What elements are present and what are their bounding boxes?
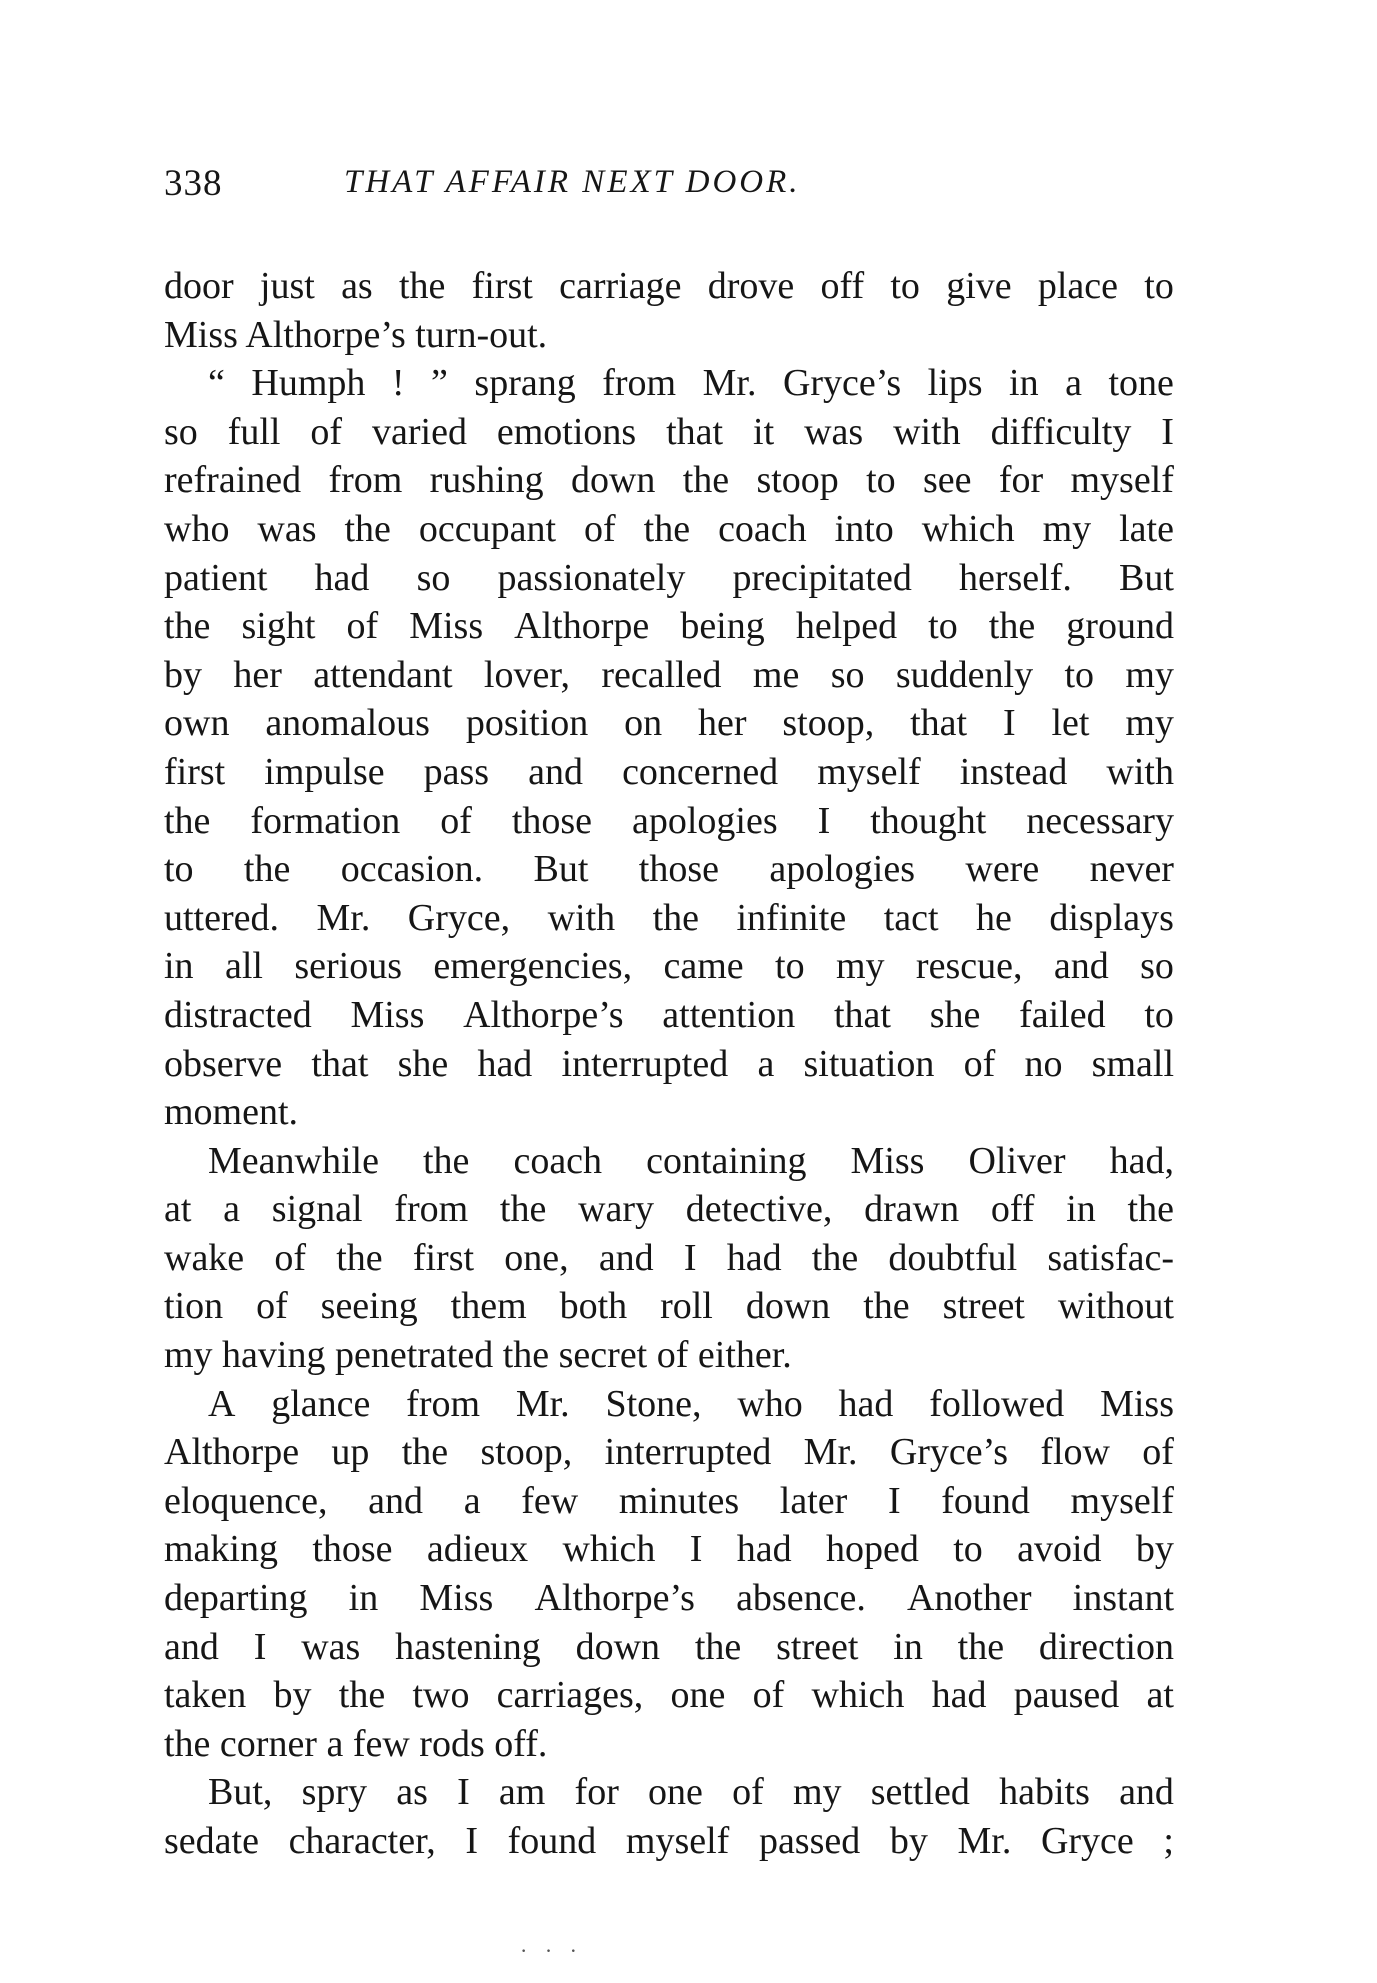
text-line: my having penetrated the secret of either. — [164, 1334, 792, 1377]
text-line: wake of the first one, and I had the doubtful satisfac- — [164, 1236, 1174, 1279]
text-line: to the occasion. But those apologies were never — [164, 848, 1174, 891]
text-line: the corner a few rods off. — [164, 1722, 548, 1765]
body-text — [164, 262, 1174, 1866]
text-line: the formation of those apologies I thought necessary — [164, 799, 1174, 842]
text-line: eloquence, and a few minutes later I found myself — [164, 1479, 1174, 1522]
text-line: first impulse pass and concerned myself instead with — [164, 750, 1174, 793]
page-number: 338 — [164, 163, 223, 204]
text-line: who was the occupant of the coach into which my late — [164, 507, 1174, 550]
text-line: own anomalous position on her stoop, that I let my — [164, 702, 1174, 745]
text-line: A glance from Mr. Stone, who had followed Miss — [208, 1382, 1174, 1425]
text-line: sedate character, I found myself passed by Mr. Gryce ; — [164, 1820, 1174, 1862]
text-line: making those adieux which I had hoped to avoid by — [164, 1528, 1174, 1571]
text-line: so full of varied emotions that it was with difficulty I — [164, 410, 1174, 453]
text-line: at a signal from the wary detective, drawn off in the — [164, 1188, 1174, 1231]
text-line: in all serious emergencies, came to my rescue, and so — [164, 945, 1174, 988]
text-line: taken by the two carriages, one of which had paused at — [164, 1674, 1174, 1717]
text-line: Althorpe up the stoop, interrupted Mr. Gryce’s flow of — [164, 1431, 1174, 1474]
text-line: distracted Miss Althorpe’s attention that she failed to — [164, 993, 1174, 1036]
text-line: tion of seeing them both roll down the street without — [164, 1285, 1174, 1328]
text-line: moment. — [164, 1091, 299, 1134]
text-line: Miss Althorpe’s turn-out. — [164, 313, 548, 356]
text-line: “ Humph ! ” sprang from Mr. Gryce’s lips in a tone — [208, 362, 1174, 405]
text-line: refrained from rushing down the stoop to see for myself — [164, 459, 1174, 502]
running-title: THAT AFFAIR NEXT DOOR. — [344, 164, 801, 200]
text-line: Meanwhile the coach containing Miss Oliver had, — [208, 1139, 1174, 1182]
printer-mark: · · · — [520, 1938, 583, 1963]
text-line: by her attendant lover, recalled me so suddenly to my — [164, 653, 1174, 696]
text-line: patient had so passionately precipitated herself. But — [164, 556, 1174, 599]
text-line: and I was hastening down the street in the direction — [164, 1625, 1174, 1668]
text-line: door just as the first carriage drove off to give place to — [164, 265, 1174, 307]
text-line: But, spry as I am for one of my settled habits and — [208, 1771, 1174, 1814]
text-line: the sight of Miss Althorpe being helped to the ground — [164, 605, 1174, 648]
text-line: observe that she had interrupted a situation of no small — [164, 1042, 1174, 1085]
page-header — [164, 162, 1184, 222]
text-line: departing in Miss Althorpe’s absence. Another instant — [164, 1577, 1174, 1620]
text-line: uttered. Mr. Gryce, with the infinite tact he displays — [164, 896, 1174, 939]
